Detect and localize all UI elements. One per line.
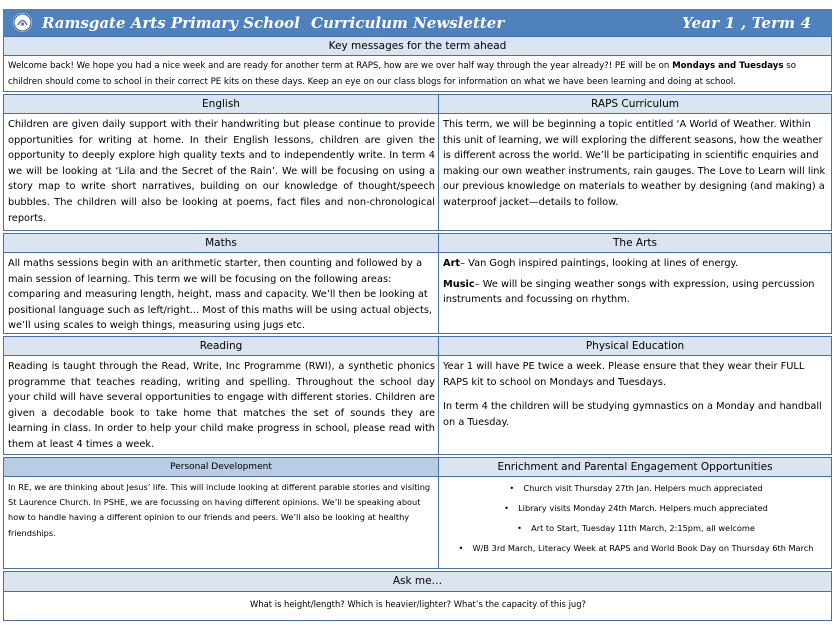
list-item: • Library visits Monday 24th March. Helpers much appreciated xyxy=(504,503,768,513)
art-label: Art xyxy=(443,258,461,269)
arts-text: Art– Van Gogh inspired paintings, looking at lines of energy. Music– We will be singing weather songs with expression, using percussion instruments and focussing on rhythm. xyxy=(443,258,815,306)
bullet-icon: • xyxy=(517,523,522,533)
raps-curriculum-text: This term, we will be beginning a topic entitled ‘A World of Weather. Within this unit of learning, we will exploring the different seasons, how the weather is different across the world. We’ll be participating in scientific enquiries and making our own weather instruments, rain gauges. The Love to Learn will link our previous knowledge on materials to weather by designing (and making) a waterproof jacket—details to follow. xyxy=(443,119,826,208)
english-heading: English xyxy=(4,95,438,114)
english-text: Children are given daily support with their handwriting but please continue to provide opportunities for writing at home. In their English lessons, children are given the opportunity to deeply explore high quality texts and to independently write. In term 4 we will be looking at ‘Lila and the Secret of the Rain’. We will be focusing on using a story map to write short narratives, building on our knowledge of thought/speech bubbles. The children will also be looking at poems, fact files and non-chronological reports. xyxy=(8,119,435,224)
enrichment-section xyxy=(438,457,832,569)
pe-days: Mondays and Tuesdays xyxy=(672,61,784,71)
raps-curriculum-section xyxy=(438,94,832,231)
enrichment-list xyxy=(447,481,825,561)
list-item: • Church visit Thursday 27th Jan. Helpers much appreciated xyxy=(509,483,763,493)
key-messages-heading: Key messages for the term ahead xyxy=(4,37,831,56)
pe-heading: Physical Education xyxy=(439,337,831,356)
reading-section xyxy=(3,336,439,455)
pe-paragraph-2: In term 4 the children will be studying gymnastics on a Monday and handball on a Tuesday. xyxy=(443,401,822,428)
enrichment-heading: Enrichment and Parental Engagement Opportunities xyxy=(439,458,831,477)
list-item: • Art to Start, Tuesday 11th March, 2:15pm, all welcome xyxy=(517,523,755,533)
newsletter-title: Curriculum Newsletter xyxy=(311,14,505,32)
bullet-icon: • xyxy=(509,483,515,493)
list-item: • W/B 3rd March, Literacy Week at RAPS and World Book Day on Thursday 6th March xyxy=(458,543,814,553)
bullet-icon: • xyxy=(458,543,464,553)
bullet-icon: • xyxy=(504,503,509,513)
arts-heading: The Arts xyxy=(439,234,831,253)
arts-section xyxy=(438,233,832,334)
key-messages-section xyxy=(3,36,832,92)
school-crest-icon xyxy=(13,13,32,32)
school-name: Ramsgate Arts Primary School xyxy=(42,14,300,32)
english-section xyxy=(3,94,439,231)
raps-curriculum-heading: RAPS Curriculum xyxy=(439,95,831,114)
maths-section xyxy=(3,233,439,334)
personal-development-section xyxy=(3,457,439,569)
ask-me-heading: Ask me… xyxy=(4,572,831,592)
maths-heading: Maths xyxy=(4,234,438,253)
personal-development-heading: Personal Development xyxy=(4,458,438,477)
reading-text: Reading is taught through the Read, Write, Inc Programme (RWI), a synthetic phonics programme that teaches reading, writing and spelling. Throughout the school day your child will have several opportunities to engage with different stories. Children are given a decodable book to take home that matches the set of sounds they are learning in class. In order to help your child make progress in school, please read with them at least 4 times a week. xyxy=(8,361,435,450)
pe-section xyxy=(438,336,832,455)
key-messages-text: Welcome back! We hope you had a nice week and are ready for another term at RAPS, how are we over half way through the year already?! PE will be on Mondays and Tuesdays so children should come to school in their correct PE kits on these days. Keep an eye on our class blogs for information on what we have been learning and doing at school. xyxy=(8,61,796,87)
ask-me-text: What is height/length? Which is heavier/lighter? What’s the capacity of this jug? xyxy=(250,599,586,609)
ask-me-section xyxy=(3,571,832,621)
title-banner xyxy=(3,9,832,36)
maths-text: All maths sessions begin with an arithmetic starter, then counting and followed by a main session of learning. This term we will be focusing on the following areas: comparing and measuring length, height, mass and capacity. We’ll then be looking at positional language such as left/right... Most of this maths will be using actual objects, we’ll using scales to weigh things, measuring using jugs etc. xyxy=(8,258,433,332)
music-label: Music xyxy=(443,278,475,290)
reading-heading: Reading xyxy=(4,337,438,356)
pe-text xyxy=(443,359,828,435)
personal-development-text: In RE, we are thinking about Jesus’ life. This will include looking at different parable stories and visiting St Laurence Church. In PSHE, we are focussing on having different opinions. We’ll be speaking about how to handle having a different opinion to our friends and peers. We’ll also be looking at healthy friendships. xyxy=(8,482,431,538)
pe-paragraph-1: Year 1 will have PE twice a week. Please ensure that they wear their FULL RAPS kit to school on Mondays and Tuesdays. xyxy=(443,361,805,388)
year-term: Year 1 , Term 4 xyxy=(682,14,812,32)
